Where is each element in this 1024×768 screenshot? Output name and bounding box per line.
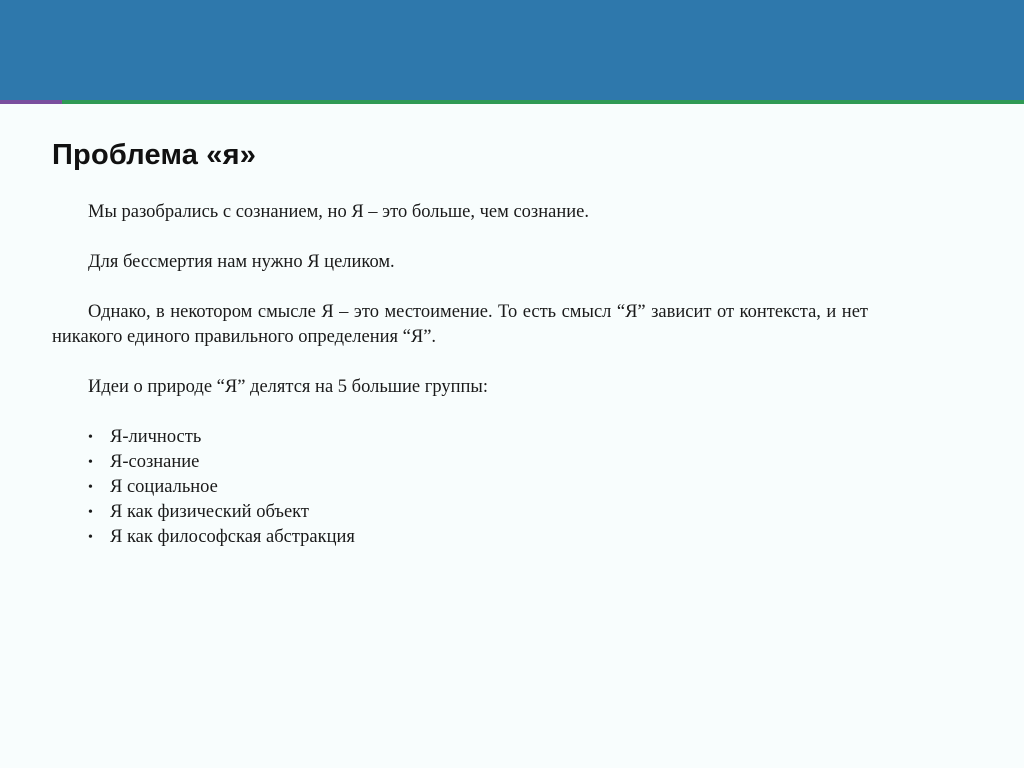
self-groups-list bbox=[52, 425, 868, 550]
list-item-label: Я-личность bbox=[110, 427, 202, 447]
bullet-icon: • bbox=[88, 480, 93, 495]
header-divider-stripe bbox=[0, 100, 1024, 104]
list-item bbox=[52, 475, 868, 500]
header-divider-accent bbox=[0, 100, 62, 104]
list-item bbox=[52, 525, 868, 550]
bullet-icon: • bbox=[88, 505, 93, 520]
list-item bbox=[52, 425, 868, 450]
header-banner bbox=[0, 0, 1024, 100]
bullet-icon: • bbox=[88, 455, 93, 470]
slide-body bbox=[52, 200, 868, 550]
bullet-icon: • bbox=[88, 530, 93, 545]
list-item bbox=[52, 500, 868, 525]
list-item-label: Я как физический объект bbox=[110, 502, 310, 522]
paragraph-groups-intro: Идеи о природе “Я” делятся на 5 большие группы: bbox=[88, 377, 488, 397]
list-item bbox=[52, 450, 868, 475]
paragraph-pronoun: Однако, в некотором смысле Я – это местоимение. То есть смысл “Я” зависит от контекста, и нет никакого единого правильного определения “Я”. bbox=[52, 302, 868, 347]
list-item-label: Я-сознание bbox=[110, 452, 200, 472]
paragraph-immortality: Для бессмертия нам нужно Я целиком. bbox=[88, 252, 395, 272]
slide-title: Проблема «я» bbox=[52, 139, 257, 171]
list-item-label: Я социальное bbox=[110, 477, 218, 497]
list-item-label: Я как философская абстракция bbox=[110, 527, 355, 547]
bullet-icon: • bbox=[88, 430, 93, 445]
paragraph-consciousness: Мы разобрались с сознанием, но Я – это больше, чем сознание. bbox=[88, 202, 589, 222]
